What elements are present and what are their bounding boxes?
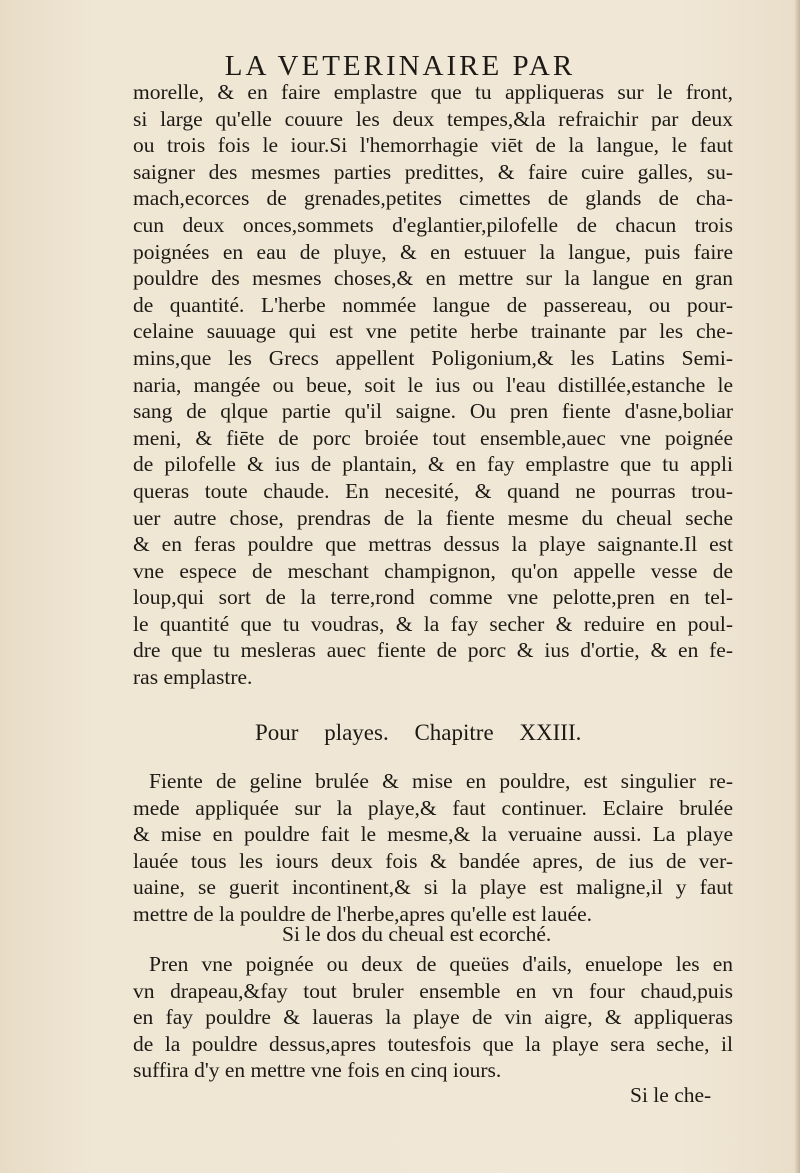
text-line: vn drapeau,&fay tout bruler ensemble en vn four chaud,puis	[133, 978, 733, 1003]
text-line: si large qu'elle couure les deux tempes,&la refraichir par deux	[133, 106, 733, 131]
text-line: mach,ecorces de grenades,petites cimettes de glands de cha-	[133, 186, 733, 211]
text-line: de la pouldre dessus,apres toutesfois que la playe sera seche, il	[133, 1031, 733, 1056]
text-line: mins,que les Grecs appellent Poligonium,& les Latins Semi-	[133, 345, 733, 370]
text-line: naria, mangée ou beue, soit le ius ou l'eau distillée,estanche le	[133, 372, 733, 397]
chapter-heading: Pour playes. Chapitre XXIII.	[255, 720, 582, 745]
page-edge-shadow	[794, 0, 800, 1173]
text-line: uer autre chose, prendras de la fiente mesme du cheual seche	[133, 505, 733, 530]
text-line: de quantité. L'herbe nommée langue de passereau, ou pour-	[133, 292, 733, 317]
text-line: uaine, se guerit incontinent,& si la playe est maligne,il y faut	[133, 875, 733, 900]
text-line: & en feras pouldre que mettras dessus la playe saignante.Il est	[133, 532, 733, 557]
text-line: poignées en eau de pluye, & en estuuer la langue, puis faire	[133, 239, 733, 264]
text-line: Fiente de geline brulée & mise en pouldre, est singulier re-	[149, 769, 733, 793]
text-line: Pren vne poignée ou deux de queües d'ails, enuelope les en	[149, 952, 733, 976]
text-line: meni, & fiēte de porc broiée tout ensemble,auec vne poignée	[133, 425, 733, 450]
text-line: cun deux onces,sommets d'eglantier,pilofelle de chacun trois	[133, 212, 733, 237]
text-line: pouldre des mesmes choses,& en mettre sur la langue en gran	[133, 266, 733, 291]
text-line: morelle, & en faire emplastre que tu appliqueras sur le front,	[133, 80, 733, 104]
paragraph-2	[133, 768, 733, 928]
text-line: mede appliquée sur la playe,& faut continuer. Eclaire brulée	[133, 795, 733, 820]
text-line: loup,qui sort de la terre,rond comme vne pelotte,pren en tel-	[133, 585, 733, 610]
text-line: le quantité que tu voudras, & la fay secher & reduire en poul-	[133, 611, 733, 636]
text-line: ou trois fois le iour.Si l'hemorrhagie viēt de la langue, le faut	[133, 133, 733, 158]
text-line: vne espece de meschant champignon, qu'on appelle vesse de	[133, 558, 733, 583]
text-line: & mise en pouldre fait le mesme,& la veruaine aussi. La playe	[133, 822, 733, 847]
section-subheading: Si le dos du cheual est ecorché.	[282, 922, 552, 946]
text-line: en fay pouldre & laueras la playe de vin aigre, & appliqueras	[133, 1005, 733, 1030]
paragraph-3	[133, 951, 733, 1084]
text-line: celaine sauuage qui est vne petite herbe trainante par les che-	[133, 319, 733, 344]
text-line: dre que tu mesleras auec fiente de porc & ius d'ortie, & en fe-	[133, 638, 733, 663]
text-line: saigner des mesmes parties predittes, & faire cuire galles, su-	[133, 159, 733, 184]
text-line: mettre de la pouldre de l'herbe,apres qu'elle est lauée.	[133, 901, 593, 926]
text-line: sang de qlque partie qu'il saigne. Ou pren fiente d'asne,boliar	[133, 399, 733, 424]
catchword: Si le che-	[630, 1083, 712, 1107]
text-line: queras toute chaude. En necesité, & quand ne pourras trou-	[133, 478, 733, 503]
text-line: ras emplastre.	[133, 665, 253, 690]
text-line: lauée tous les iours deux fois & bandée apres, de ius de ver-	[133, 848, 733, 873]
paragraph-1	[133, 79, 733, 691]
text-line: suffira d'y en mettre vne fois en cinq iours.	[133, 1058, 502, 1083]
running-header: LA VETERINAIRE PAR	[224, 50, 576, 82]
text-line: de pilofelle & ius de plantain, & en fay emplastre que tu appli	[133, 452, 733, 477]
